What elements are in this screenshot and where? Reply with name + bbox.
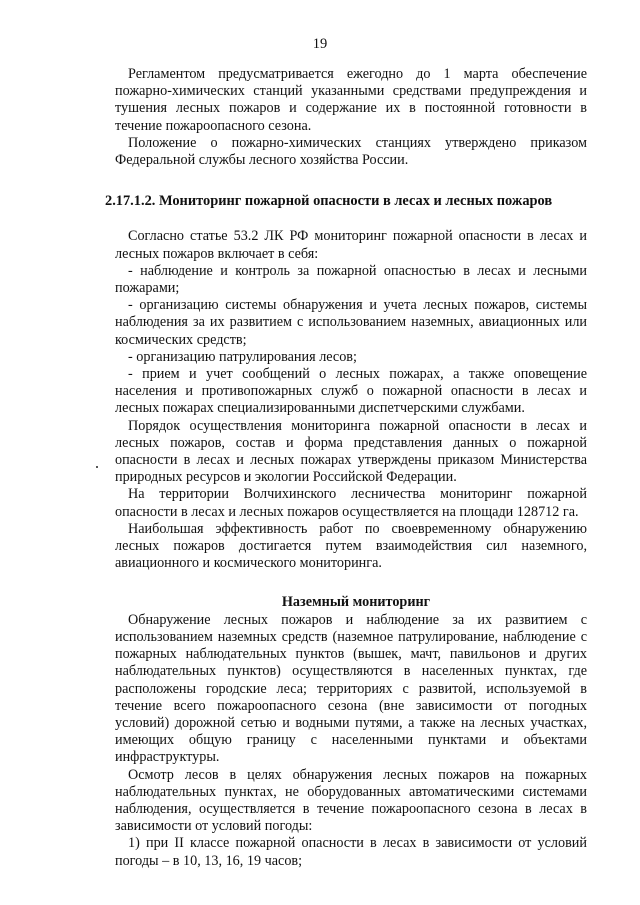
paragraph-ground-detection: Обнаружение лесных пожаров и наблюдение за их развитием с использованием наземных средств (наземное патрулирование, наблюдение с пожарных наблюдательных пунктов (вышек, мачт, павильонов и других наблюдательных пунктов) осуществляются в населенных пунктах, где расположены городские леса; территориях с развитой, используемой в течение всего пожароопасного сезона (вне зависимости от погодных условий) дорожной сетью и водными путями, а также на лесных участках, имеющих общую границу с населенными пунктами и объектами инфраструктуры.	[115, 611, 587, 766]
section-heading: 2.17.1.2. Мониторинг пожарной опасности в лесах и лесных пожаров	[105, 193, 553, 210]
list-item-reports: - прием и учет сообщений о лесных пожарах, а также оповещение населения и противопожарных служб о пожарной опасности в лесах и лесных пожарах специализированными диспетчерскими службами.	[115, 366, 587, 417]
page-number: 19	[312, 36, 328, 52]
list-item-detection-system: - организацию системы обнаружения и учета лесных пожаров, системы наблюдения за их развитием с использованием наземных, авиационных или космических средств;	[115, 297, 587, 348]
paragraph-procedure: Порядок осуществления мониторинга пожарной опасности в лесах и лесных пожаров, состав и форма представления данных о пожарной опасности в лесах и лесных пожарах утверждены приказом Министерства природных ресурсов и экологии Российской Федерации.	[115, 417, 587, 486]
page-body	[105, 66, 587, 870]
paragraph-territory: На территории Волчихинского лесничества мониторинг пожарной опасности в лесах и лесных пожаров осуществляется на площади 128712 га.	[115, 486, 587, 520]
paragraph-article-53-2: Согласно статье 53.2 ЛК РФ мониторинг пожарной опасности в лесах и лесных пожаров включает в себя:	[115, 228, 587, 262]
paragraph-reglament: Регламентом предусматривается ежегодно до 1 марта обеспечение пожарно-химических станций указанными средствами предупреждения и тушения лесных пожаров и содержание их в постоянной готовности в течение пожароопасного сезона.	[115, 66, 587, 134]
list-item-patrolling: - организацию патрулирования лесов;	[128, 348, 357, 365]
paragraph-polozhenie: Положение о пожарно-химических станциях утверждено приказом Федеральной службы лесного хозяйства России.	[115, 134, 587, 169]
numbered-item-class-2: 1) при II классе пожарной опасности в лесах в зависимости от условий погоды – в 10, 13, 16, 19 часов;	[115, 835, 587, 869]
stray-dot-mark	[96, 466, 98, 468]
paragraph-inspection: Осмотр лесов в целях обнаружения лесных пожаров на пожарных наблюдательных пунктах, не оборудованных автоматическими системами наблюдения, осуществляется в течение пожароопасного сезона в лесах в зависимости от условий погоды:	[115, 766, 587, 835]
list-item-observation: - наблюдение и контроль за пожарной опасностью в лесах и лесными пожарами;	[115, 262, 587, 297]
subheading-ground-monitoring: Наземный мониторинг	[281, 594, 431, 611]
paragraph-efficiency: Наибольшая эффективность работ по своевременному обнаружению лесных пожаров достигается путем взаимодействия сил наземного, авиационного и космического мониторинга.	[115, 520, 587, 572]
